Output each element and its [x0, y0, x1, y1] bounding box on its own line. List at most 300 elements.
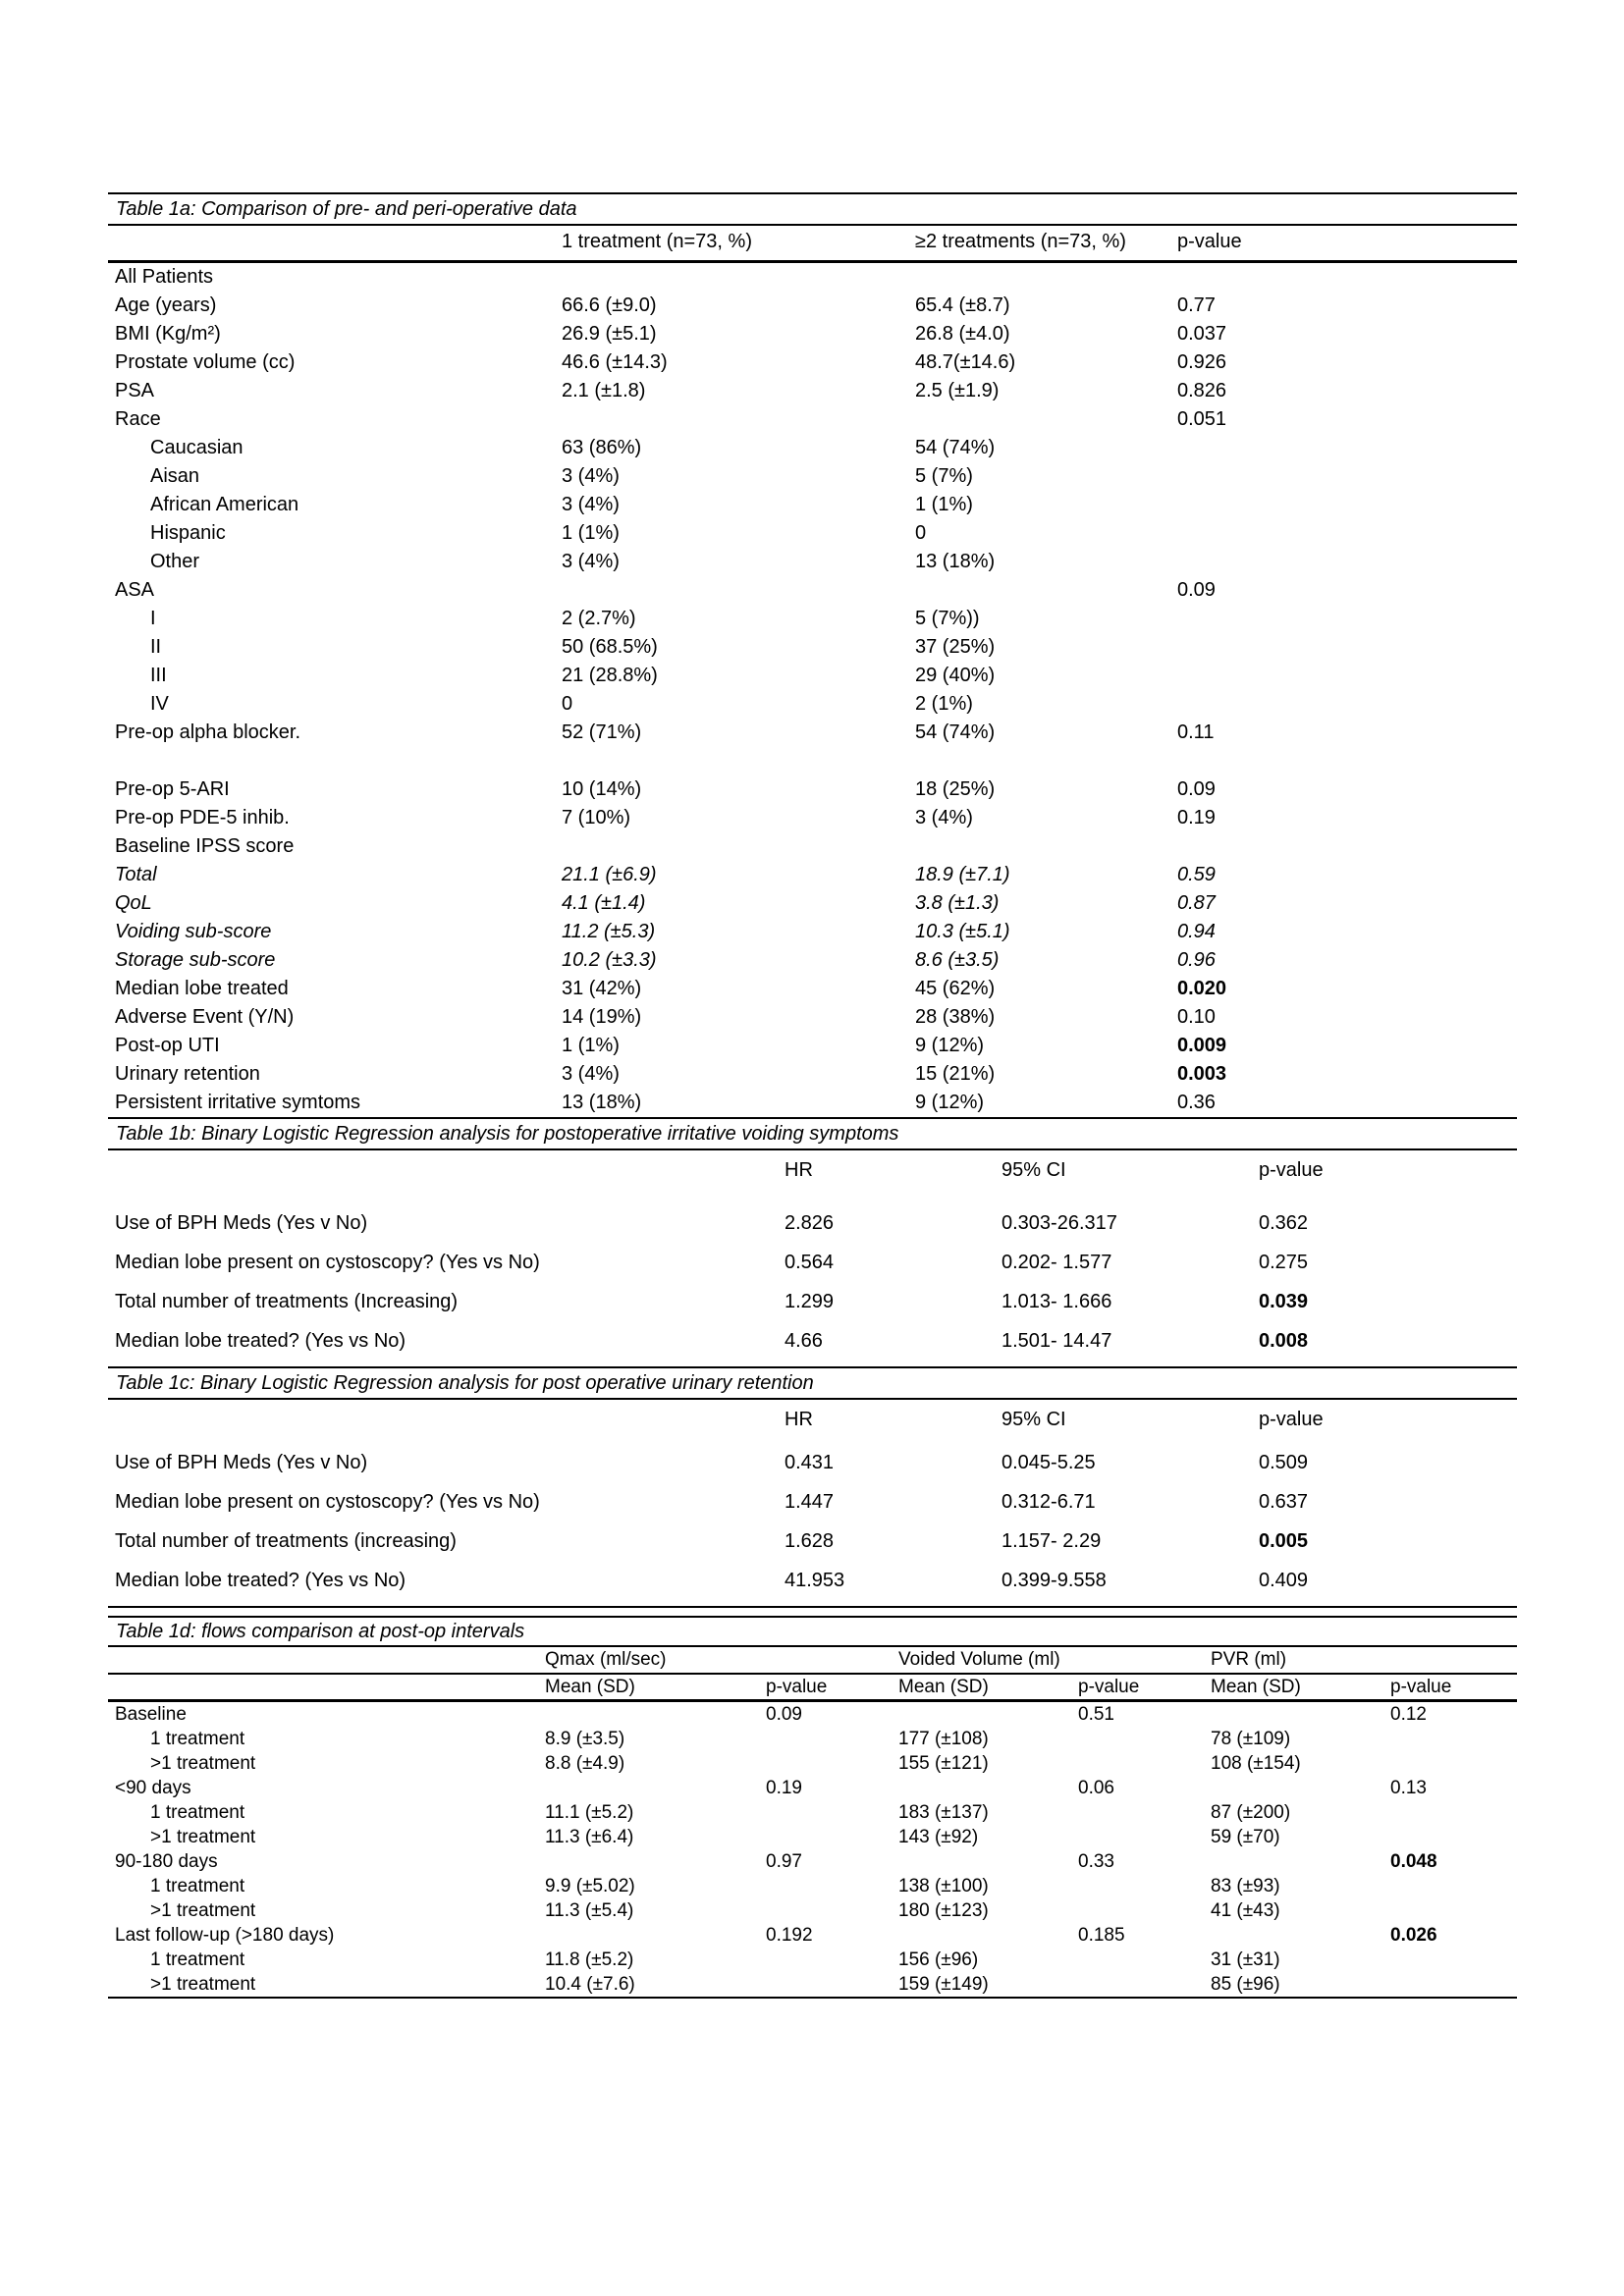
cell-label: Adverse Event (Y/N) [115, 1006, 295, 1028]
cell-value-2plus-treatments: 9 (12%) [915, 1035, 985, 1056]
cell-value-1-treatment [555, 832, 908, 861]
cell-pvr-pvalue: 0.026 [1390, 1925, 1437, 1946]
cell-label: Other [150, 551, 200, 572]
cell-label: Aisan [150, 465, 200, 487]
cell-pvalue: 0.637 [1259, 1491, 1309, 1513]
cell-label: >1 treatment [150, 1753, 256, 1774]
cell-value-2plus-treatments: 54 (74%) [915, 721, 996, 743]
cell-hr: 41.953 [785, 1570, 845, 1591]
cell-label: 1 treatment [150, 1949, 245, 1970]
cell-value-2plus-treatments: 0 [915, 522, 927, 544]
table-1c-body [108, 1443, 1517, 1606]
cell-value-1-treatment: 1 (1%) [562, 522, 620, 544]
table-row [108, 263, 1517, 292]
tables-content [108, 192, 1517, 1999]
cell-label: Use of BPH Meds (Yes v No) [115, 1452, 368, 1473]
cell-value-2plus-treatments: 10.3 (±5.1) [915, 921, 1010, 942]
table-row [108, 1282, 1517, 1321]
cell-pvalue [1170, 548, 1517, 576]
cell-label: 90-180 days [115, 1851, 218, 1872]
table-row [108, 377, 1517, 405]
cell-hr: 1.447 [785, 1491, 835, 1513]
cell-pvalue: 0.005 [1259, 1530, 1309, 1552]
cell-voided-volume-pvalue [1071, 1972, 1204, 1997]
cell-hr: 1.299 [785, 1291, 835, 1312]
cell-label: Age (years) [115, 294, 217, 316]
cell-pvr-pvalue [1383, 1727, 1517, 1751]
cell-label: >1 treatment [150, 1974, 256, 1995]
table-row [108, 918, 1517, 946]
cell-label: Baseline [115, 1704, 187, 1725]
cell-qmax-pvalue [759, 1874, 892, 1898]
cell-value-2plus-treatments: 15 (21%) [915, 1063, 996, 1085]
cell-pvr-mean: 108 (±154) [1211, 1753, 1301, 1774]
cell-value-1-treatment: 3 (4%) [562, 551, 620, 572]
cell-qmax-pvalue [759, 1727, 892, 1751]
cell-hr: 0.431 [785, 1452, 835, 1473]
cell-qmax-mean: 8.8 (±4.9) [545, 1753, 625, 1774]
column-header-pvalue: p-value [766, 1677, 828, 1697]
cell-pvr-pvalue [1383, 1751, 1517, 1776]
cell-pvr-mean: 59 (±70) [1211, 1827, 1280, 1847]
cell-value-2plus-treatments: 45 (62%) [915, 978, 996, 999]
cell-ci: 0.045-5.25 [1001, 1452, 1096, 1473]
cell-value-1-treatment: 31 (42%) [562, 978, 642, 999]
cell-qmax-mean: 11.3 (±5.4) [545, 1900, 634, 1921]
cell-label: Median lobe treated [115, 978, 289, 999]
cell-label: BMI (Kg/m²) [115, 323, 221, 345]
cell-pvr-mean: 31 (±31) [1211, 1949, 1280, 1970]
table-row [108, 633, 1517, 662]
cell-value-2plus-treatments: 54 (74%) [915, 437, 996, 458]
cell-voided-volume-mean: 155 (±121) [898, 1753, 989, 1774]
divider [108, 1997, 1517, 1999]
cell-voided-volume-pvalue [1071, 1751, 1204, 1776]
table-row [108, 1923, 1517, 1948]
cell-pvalue: 0.020 [1177, 978, 1227, 999]
cell-ci: 0.202- 1.577 [1001, 1252, 1112, 1273]
table-1d-body [108, 1702, 1517, 1997]
table-row [108, 1702, 1517, 1727]
cell-value-1-treatment: 50 (68.5%) [562, 636, 658, 658]
table-row [108, 719, 1517, 747]
cell-qmax-pvalue [759, 1800, 892, 1825]
cell-value-1-treatment: 21.1 (±6.9) [562, 864, 657, 885]
cell-label: PSA [115, 380, 155, 401]
cell-value-2plus-treatments [908, 405, 1170, 434]
table-row [108, 1032, 1517, 1060]
cell-voided-volume-pvalue [1071, 1948, 1204, 1972]
table-row [108, 1321, 1517, 1361]
cell-voided-volume-pvalue [1071, 1898, 1204, 1923]
cell-label: Baseline IPSS score [115, 835, 295, 857]
cell-value-1-treatment: 3 (4%) [562, 1063, 620, 1085]
table-1b-caption: Table 1b: Binary Logistic Regression analysis for postoperative irritative voiding symptoms [116, 1123, 899, 1145]
cell-voided-volume-pvalue [1071, 1874, 1204, 1898]
cell-label: Prostate volume (cc) [115, 351, 296, 373]
cell-pvalue: 0.36 [1177, 1092, 1216, 1113]
cell-voided-volume-mean [892, 1702, 1071, 1727]
cell-voided-volume-mean: 159 (±149) [898, 1974, 989, 1995]
table-row [108, 405, 1517, 434]
column-header-mean-sd: Mean (SD) [1211, 1677, 1301, 1697]
cell-value-1-treatment [555, 263, 908, 292]
cell-label: Hispanic [150, 522, 226, 544]
table-row [108, 1776, 1517, 1800]
cell-value-1-treatment: 7 (10%) [562, 807, 631, 828]
table-1c [108, 1366, 1517, 1608]
cell-pvalue: 0.926 [1177, 351, 1227, 373]
cell-pvalue: 0.87 [1177, 892, 1216, 914]
table-row [108, 348, 1517, 377]
table-row [108, 889, 1517, 918]
cell-pvr-mean: 83 (±93) [1211, 1876, 1280, 1896]
cell-qmax-mean: 11.8 (±5.2) [545, 1949, 634, 1970]
table-row [108, 1243, 1517, 1282]
cell-value-1-treatment: 10.2 (±3.3) [562, 949, 657, 971]
cell-pvr-mean [1204, 1923, 1383, 1948]
cell-qmax-mean: 8.9 (±3.5) [545, 1729, 625, 1749]
cell-pvr-pvalue: 0.13 [1390, 1778, 1427, 1798]
cell-label: Median lobe treated? (Yes vs No) [115, 1330, 406, 1352]
table-1d-caption: Table 1d: flows comparison at post-op intervals [116, 1621, 525, 1642]
table-row [108, 1003, 1517, 1032]
cell-pvr-pvalue [1383, 1874, 1517, 1898]
cell-label: I [150, 608, 156, 629]
cell-value-1-treatment [555, 576, 908, 605]
cell-pvalue: 0.409 [1259, 1570, 1309, 1591]
cell-hr: 2.826 [785, 1212, 835, 1234]
cell-pvalue: 0.362 [1259, 1212, 1309, 1234]
column-header-mean-sd: Mean (SD) [898, 1677, 989, 1697]
cell-value-2plus-treatments: 8.6 (±3.5) [915, 949, 1000, 971]
column-header-pvalue: p-value [1078, 1677, 1140, 1697]
section-gap [108, 1608, 1517, 1616]
cell-pvalue: 0.826 [1177, 380, 1227, 401]
table-row [108, 292, 1517, 320]
column-header-2plus-treatments: ≥2 treatments (n=73, %) [915, 231, 1126, 252]
cell-qmax-pvalue [759, 1948, 892, 1972]
cell-value-1-treatment: 4.1 (±1.4) [562, 892, 646, 914]
cell-pvalue [1170, 519, 1517, 548]
cell-pvalue: 0.051 [1177, 408, 1227, 430]
cell-label: Total number of treatments (Increasing) [115, 1291, 459, 1312]
table-row [108, 548, 1517, 576]
cell-value-1-treatment: 2 (2.7%) [562, 608, 636, 629]
cell-voided-volume-mean: 183 (±137) [898, 1802, 989, 1823]
cell-voided-volume-pvalue: 0.33 [1078, 1851, 1114, 1872]
cell-label: All Patients [115, 266, 214, 288]
cell-label: ASA [115, 579, 155, 601]
cell-voided-volume-mean [892, 1849, 1071, 1874]
table-row [108, 491, 1517, 519]
table-1b-body [108, 1203, 1517, 1366]
cell-value-1-treatment: 0 [562, 693, 573, 715]
cell-pvalue [1170, 462, 1517, 491]
cell-pvr-mean [1204, 1849, 1383, 1874]
cell-value-1-treatment: 11.2 (±5.3) [562, 921, 656, 942]
cell-qmax-mean: 9.9 (±5.02) [545, 1876, 635, 1896]
cell-qmax-pvalue: 0.19 [766, 1778, 802, 1798]
cell-value-2plus-treatments: 28 (38%) [915, 1006, 996, 1028]
cell-pvr-mean [1204, 1702, 1383, 1727]
cell-pvalue: 0.19 [1177, 807, 1216, 828]
table-1b [108, 1117, 1517, 1366]
cell-voided-volume-mean: 180 (±123) [898, 1900, 989, 1921]
table-row [108, 1089, 1517, 1117]
cell-value-2plus-treatments [908, 263, 1170, 292]
column-header-pvalue: p-value [1259, 1409, 1324, 1430]
table-row [108, 662, 1517, 690]
cell-label: QoL [115, 892, 152, 914]
table-row [108, 1800, 1517, 1825]
cell-pvalue: 0.77 [1177, 294, 1216, 316]
cell-value-2plus-treatments: 18.9 (±7.1) [915, 864, 1010, 885]
cell-value-2plus-treatments: 29 (40%) [915, 665, 996, 686]
cell-pvalue [1170, 491, 1517, 519]
table-row [108, 1561, 1517, 1600]
cell-qmax-pvalue: 0.192 [766, 1925, 813, 1946]
cell-label: Voiding sub-score [115, 921, 272, 942]
cell-pvalue: 0.09 [1177, 778, 1216, 800]
cell-value-2plus-treatments: 37 (25%) [915, 636, 996, 658]
cell-label: Pre-op alpha blocker. [115, 721, 301, 743]
table-row [108, 605, 1517, 633]
cell-label: 1 treatment [150, 1802, 245, 1823]
cell-value-2plus-treatments [908, 576, 1170, 605]
table-1d-group-header-row [108, 1647, 1517, 1673]
cell-pvalue: 0.009 [1177, 1035, 1227, 1056]
cell-pvr-pvalue [1383, 1948, 1517, 1972]
cell-pvalue: 0.94 [1177, 921, 1216, 942]
cell-value-1-treatment: 21 (28.8%) [562, 665, 658, 686]
cell-value-2plus-treatments: 2.5 (±1.9) [915, 380, 1000, 401]
table-row [108, 1060, 1517, 1089]
cell-value-2plus-treatments: 3 (4%) [915, 807, 973, 828]
cell-pvalue [1170, 434, 1517, 462]
cell-label: Persistent irritative symtoms [115, 1092, 361, 1113]
table-row [108, 1898, 1517, 1923]
cell-ci: 0.399-9.558 [1001, 1570, 1107, 1591]
cell-voided-volume-pvalue: 0.06 [1078, 1778, 1114, 1798]
column-header-pvalue: p-value [1390, 1677, 1452, 1697]
table-row [108, 1751, 1517, 1776]
cell-label: II [150, 636, 162, 658]
cell-qmax-mean: 11.1 (±5.2) [545, 1802, 634, 1823]
table-row [108, 747, 1517, 775]
cell-voided-volume-mean: 143 (±92) [898, 1827, 979, 1847]
cell-pvalue [1170, 690, 1517, 719]
cell-voided-volume-pvalue [1071, 1727, 1204, 1751]
cell-ci: 0.303-26.317 [1001, 1212, 1117, 1234]
cell-voided-volume-pvalue [1071, 1800, 1204, 1825]
cell-pvr-pvalue [1383, 1898, 1517, 1923]
cell-label: IV [150, 693, 169, 715]
cell-value-1-treatment: 14 (19%) [562, 1006, 642, 1028]
cell-value-2plus-treatments: 48.7(±14.6) [915, 351, 1016, 373]
cell-voided-volume-mean: 156 (±96) [898, 1949, 979, 1970]
cell-pvr-pvalue [1383, 1800, 1517, 1825]
table-1d [108, 1616, 1517, 1999]
cell-qmax-pvalue [759, 1898, 892, 1923]
table-row [108, 775, 1517, 804]
cell-qmax-mean [538, 1923, 759, 1948]
cell-qmax-pvalue [759, 1751, 892, 1776]
cell-pvalue: 0.10 [1177, 1006, 1216, 1028]
cell-label: 1 treatment [150, 1729, 245, 1749]
cell-label: Total [115, 864, 157, 885]
cell-pvalue: 0.11 [1177, 721, 1215, 743]
cell-label: Race [115, 408, 161, 430]
cell-label: Median lobe present on cystoscopy? (Yes vs No) [115, 1252, 540, 1273]
cell-qmax-pvalue: 0.97 [766, 1851, 802, 1872]
table-row [108, 946, 1517, 975]
table-row [108, 804, 1517, 832]
cell-label: >1 treatment [150, 1827, 256, 1847]
table-row [108, 320, 1517, 348]
column-header-empty [108, 1647, 538, 1673]
cell-value-2plus-treatments: 5 (7%)) [915, 608, 980, 629]
table-row [108, 1482, 1517, 1522]
table-row [108, 1948, 1517, 1972]
cell-pvalue: 0.003 [1177, 1063, 1227, 1085]
cell-label: >1 treatment [150, 1900, 256, 1921]
table-row [108, 1443, 1517, 1482]
cell-value-2plus-treatments [908, 832, 1170, 861]
cell-label: Total number of treatments (increasing) [115, 1530, 457, 1552]
table-row [108, 1874, 1517, 1898]
column-header-pvr: PVR (ml) [1211, 1649, 1287, 1670]
cell-value-1-treatment: 3 (4%) [562, 465, 620, 487]
cell-label: Last follow-up (>180 days) [115, 1925, 335, 1946]
cell-value-1-treatment: 46.6 (±14.3) [562, 351, 668, 373]
table-1d-subheader-row [108, 1675, 1517, 1699]
table-row [108, 1972, 1517, 1997]
cell-pvalue [1170, 263, 1517, 292]
column-header-voided-volume: Voided Volume (ml) [898, 1649, 1060, 1670]
cell-voided-volume-mean [892, 1776, 1071, 1800]
cell-value-1-treatment: 13 (18%) [562, 1092, 642, 1113]
column-header-1-treatment: 1 treatment (n=73, %) [562, 231, 752, 252]
table-row [108, 1522, 1517, 1561]
table-row [108, 832, 1517, 861]
cell-qmax-mean [538, 1849, 759, 1874]
column-header-mean-sd: Mean (SD) [545, 1677, 635, 1697]
table-row [108, 576, 1517, 605]
cell-pvalue: 0.008 [1259, 1330, 1309, 1352]
cell-pvalue: 0.509 [1259, 1452, 1309, 1473]
table-row [108, 1203, 1517, 1243]
cell-pvalue [1170, 832, 1517, 861]
cell-pvr-pvalue [1383, 1825, 1517, 1849]
cell-qmax-mean [538, 1776, 759, 1800]
table-1a-body [108, 263, 1517, 1117]
cell-label: Caucasian [150, 437, 244, 458]
cell-label: African American [150, 494, 299, 515]
cell-pvr-mean: 41 (±43) [1211, 1900, 1280, 1921]
column-header-pvalue: p-value [1177, 231, 1242, 252]
cell-qmax-pvalue: 0.09 [766, 1704, 802, 1725]
cell-pvr-pvalue [1383, 1972, 1517, 1997]
cell-value-2plus-treatments: 3.8 (±1.3) [915, 892, 1000, 914]
cell-value-2plus-treatments: 18 (25%) [915, 778, 996, 800]
cell-qmax-mean [538, 1702, 759, 1727]
column-header-hr: HR [785, 1409, 813, 1430]
cell-value-1-treatment: 3 (4%) [562, 494, 620, 515]
cell-pvr-mean [1204, 1776, 1383, 1800]
cell-label: III [150, 665, 167, 686]
cell-value-2plus-treatments: 13 (18%) [915, 551, 996, 572]
table-row [108, 1825, 1517, 1849]
cell-value-1-treatment: 2.1 (±1.8) [562, 380, 646, 401]
table-row [108, 462, 1517, 491]
cell-ci: 1.157- 2.29 [1001, 1530, 1102, 1552]
cell-label: Pre-op 5-ARI [115, 778, 230, 800]
table-1b-header-row [108, 1150, 1517, 1190]
cell-label: 1 treatment [150, 1876, 245, 1896]
cell-pvalue: 0.039 [1259, 1291, 1309, 1312]
cell-pvr-mean: 87 (±200) [1211, 1802, 1291, 1823]
cell-value-2plus-treatments: 9 (12%) [915, 1092, 985, 1113]
cell-pvr-mean: 85 (±96) [1211, 1974, 1280, 1995]
cell-ci: 1.013- 1.666 [1001, 1291, 1112, 1312]
cell-label: Median lobe treated? (Yes vs No) [115, 1570, 406, 1591]
cell-qmax-mean: 10.4 (±7.6) [545, 1974, 635, 1995]
cell-value-1-treatment [555, 405, 908, 434]
table-row [108, 519, 1517, 548]
table-1c-header-row [108, 1400, 1517, 1439]
cell-label: Urinary retention [115, 1063, 260, 1085]
column-header-empty [108, 1150, 778, 1190]
cell-value-2plus-treatments: 5 (7%) [915, 465, 973, 487]
cell-pvalue [1170, 633, 1517, 662]
cell-label: Pre-op PDE-5 inhib. [115, 807, 290, 828]
cell-value-1-treatment: 1 (1%) [562, 1035, 620, 1056]
table-row [108, 690, 1517, 719]
column-header-empty [108, 1400, 778, 1439]
cell-pvalue: 0.59 [1177, 864, 1216, 885]
cell-pvr-pvalue: 0.12 [1390, 1704, 1427, 1725]
cell-value-1-treatment: 66.6 (±9.0) [562, 294, 657, 316]
table-row [108, 1849, 1517, 1874]
cell-label: Storage sub-score [115, 949, 276, 971]
cell-value-2plus-treatments: 1 (1%) [915, 494, 973, 515]
cell-pvalue: 0.037 [1177, 323, 1227, 345]
table-row [108, 861, 1517, 889]
cell-value-1-treatment: 26.9 (±5.1) [562, 323, 657, 345]
cell-voided-volume-mean: 177 (±108) [898, 1729, 989, 1749]
cell-ci: 1.501- 14.47 [1001, 1330, 1112, 1352]
cell-value-2plus-treatments: 26.8 (±4.0) [915, 323, 1010, 345]
cell-value-2plus-treatments: 2 (1%) [915, 693, 973, 715]
cell-pvalue: 0.09 [1177, 579, 1216, 601]
cell-pvr-mean: 78 (±109) [1211, 1729, 1291, 1749]
cell-voided-volume-pvalue [1071, 1825, 1204, 1849]
cell-hr: 1.628 [785, 1530, 835, 1552]
cell-voided-volume-mean [892, 1923, 1071, 1948]
cell-pvalue [1170, 605, 1517, 633]
table-1a-header-row [108, 226, 1517, 260]
cell-hr: 4.66 [785, 1330, 823, 1352]
table-1a [108, 192, 1517, 1117]
cell-qmax-pvalue [759, 1972, 892, 1997]
cell-label: Median lobe present on cystoscopy? (Yes vs No) [115, 1491, 540, 1513]
cell-ci: 0.312-6.71 [1001, 1491, 1096, 1513]
column-header-hr: HR [785, 1159, 813, 1181]
column-header-empty [108, 1675, 538, 1699]
cell-voided-volume-mean: 138 (±100) [898, 1876, 989, 1896]
cell-value-1-treatment: 10 (14%) [562, 778, 642, 800]
